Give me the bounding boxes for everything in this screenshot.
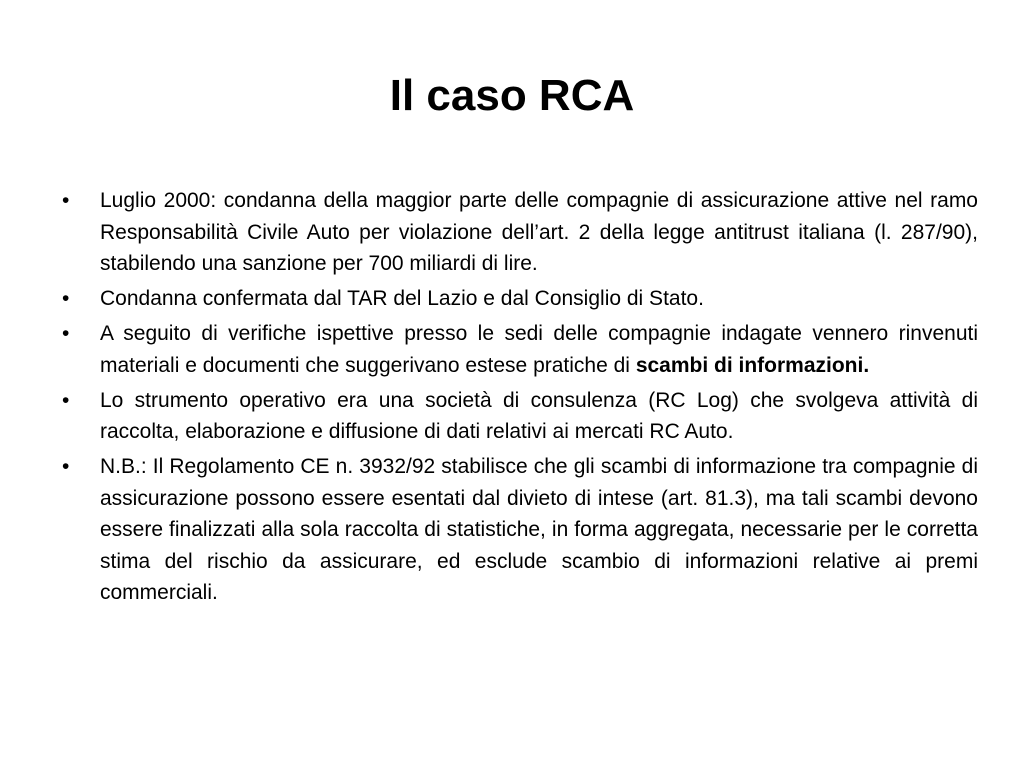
bullet-item <box>62 318 978 381</box>
slide-title: Il caso RCA <box>389 71 635 120</box>
bullet-text: Luglio 2000: condanna della maggior parte delle compagnie di assicurazione attive nel ramo Responsabilità Civile Auto per violazione dell’art. 2 della legge antitrust italiana (l. 287/90), stabilendo una sanzione per 700 miliardi di lire. <box>100 189 978 275</box>
bullet-item <box>62 385 978 448</box>
bullet-item <box>62 185 978 280</box>
bullet-list <box>62 185 978 612</box>
bullet-icon: • <box>62 189 70 212</box>
bullet-text: Lo strumento operativo era una società di consulenza (RC Log) che svolgeva attività di raccolta, elaborazione e diffusione di dati relativi ai mercati RC Auto. <box>100 388 978 443</box>
bullet-icon: • <box>62 455 70 478</box>
bullet-text: Condanna confermata dal TAR del Lazio e dal Consiglio di Stato. <box>100 287 704 310</box>
bullet-text: N.B.: Il Regolamento CE n. 3932/92 stabilisce che gli scambi di informazione tra compagnie di assicurazione possono essere esentati dal divieto di intese (art. 81.3), ma tali scambi devono essere finalizzati alla sola raccolta di statistiche, in forma aggregata, necessarie per le corretta stima del rischio da assicurare, ed esclude scambio di informazioni relative ai premi commerciali. <box>100 455 978 604</box>
bullet-text: A seguito di verifiche ispettive presso le sedi delle compagnie indagate vennero rinvenuti materiali e documenti che suggerivano estese pratiche di <box>100 322 978 377</box>
bullet-item <box>62 283 978 315</box>
bullet-icon: • <box>62 388 70 412</box>
bullet-item <box>62 451 978 609</box>
bullet-bold-text: scambi di informazioni. <box>635 353 870 377</box>
bullet-icon: • <box>62 287 70 310</box>
bullet-icon: • <box>62 322 70 345</box>
